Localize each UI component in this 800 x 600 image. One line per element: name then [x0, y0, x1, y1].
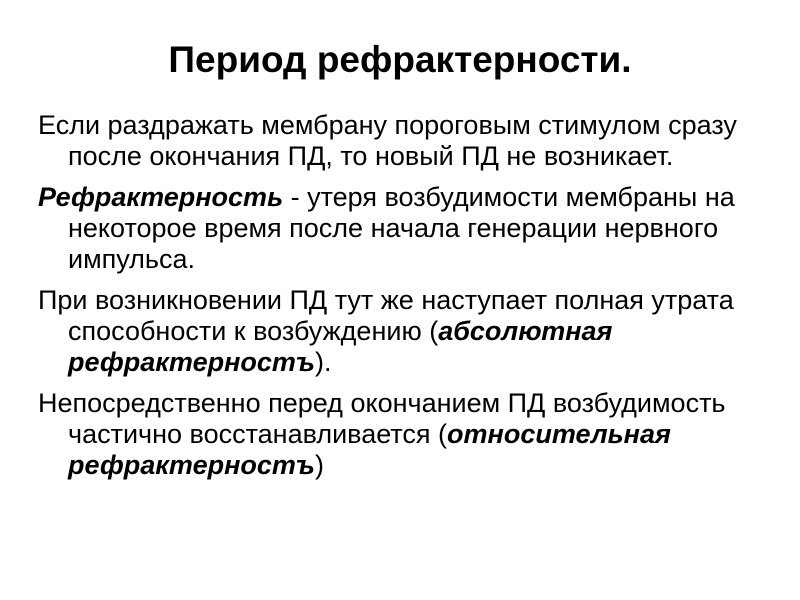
paragraph-threshold-stimulus — [38, 110, 778, 172]
paragraph-absolute-refractoriness — [38, 285, 778, 378]
paragraph-text: Если раздражать мембрану пороговым стимулом сразу после окончания ПД, то новый ПД не возникает. — [38, 110, 737, 171]
term-relative-refractoriness: относительная рефрактерностъ — [68, 419, 671, 480]
paragraph-text-end: ). — [315, 347, 332, 377]
paragraph-text: При возникновении ПД тут же наступает полная утрата способности к возбуждению ( — [38, 285, 734, 346]
paragraph-refractoriness-definition — [38, 182, 778, 275]
paragraph-text-end: ) — [315, 450, 324, 480]
term-absolute-refractoriness: абсолютная рефрактерностъ — [68, 316, 613, 377]
paragraph-relative-refractoriness — [38, 388, 778, 481]
slide-body — [38, 110, 778, 491]
paragraph-text: Непосредственно перед окончанием ПД возбудимость частично восстанавливается ( — [38, 388, 726, 449]
term-refractoriness: Рефрактерность — [38, 182, 284, 212]
paragraph-text: - утеря возбудимости мембраны на некоторое время после начала генерации нервного импульса. — [68, 182, 735, 274]
slide-title: Период рефрактерности. — [168, 39, 632, 80]
